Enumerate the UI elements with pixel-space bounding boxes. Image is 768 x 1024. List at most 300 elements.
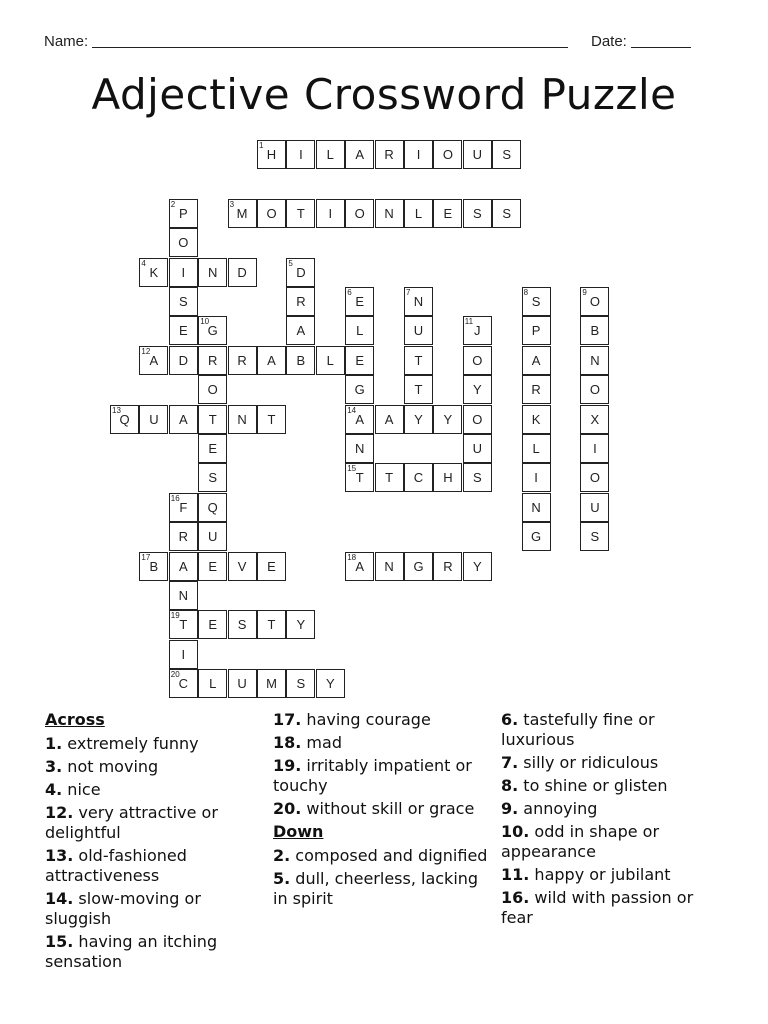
cell-letter: T — [179, 617, 188, 633]
cell-letter: S — [472, 470, 482, 486]
cell-letter: Y — [443, 411, 453, 427]
clue-item-text: happy or jubilant — [529, 865, 671, 884]
cell-letter: E — [208, 558, 218, 574]
grid-cell[interactable] — [169, 522, 198, 551]
cell-letter: B — [296, 352, 306, 368]
cell-letter: O — [472, 352, 483, 368]
cell-letter: S — [502, 147, 512, 162]
section-heading: Across — [45, 710, 105, 729]
clue-number: 16 — [170, 493, 180, 503]
clue-item-text: irritably impatient or touchy — [273, 756, 472, 795]
cell-letter: T — [385, 470, 394, 486]
clue-item — [45, 889, 260, 929]
cell-letter: O — [589, 294, 600, 309]
grid-cell[interactable] — [345, 552, 374, 581]
cell-letter: G — [354, 382, 365, 398]
cell-letter: I — [181, 264, 186, 280]
cell-letter: Y — [472, 382, 482, 398]
grid-cell[interactable] — [580, 434, 609, 463]
grid-cell[interactable] — [463, 140, 492, 169]
cell-letter: K — [149, 264, 159, 280]
grid-cell[interactable] — [169, 346, 198, 375]
cell-letter: P — [178, 205, 188, 221]
clue-item-text: dull, cheerless, lacking in spirit — [273, 869, 479, 908]
clue-item-number: 18. — [273, 733, 302, 752]
cell-letter: R — [207, 352, 218, 368]
clue-item-number: 4. — [45, 780, 63, 799]
cell-letter: O — [178, 235, 189, 251]
cell-letter: R — [443, 558, 453, 574]
grid-cell[interactable] — [198, 522, 227, 551]
cell-letter: U — [149, 411, 159, 427]
clue-number: 8 — [523, 288, 529, 297]
grid-cell[interactable] — [404, 375, 433, 404]
cell-letter: A — [296, 323, 306, 339]
grid-cell[interactable] — [169, 316, 198, 345]
cell-letter: S — [472, 205, 482, 221]
grid-cell[interactable] — [580, 522, 609, 551]
cell-letter: M — [236, 205, 248, 221]
grid-cell[interactable] — [198, 669, 227, 698]
cell-letter: T — [267, 617, 276, 633]
clue-item-number: 20. — [273, 799, 302, 818]
cell-letter: I — [534, 470, 538, 486]
grid-cell[interactable] — [404, 287, 433, 316]
grid-cell[interactable] — [433, 140, 462, 169]
grid-cell[interactable] — [286, 346, 315, 375]
clue-number: 18 — [347, 552, 357, 562]
cell-letter: E — [355, 352, 365, 368]
cell-letter: Y — [296, 617, 306, 633]
grid-cell[interactable] — [375, 199, 404, 228]
clue-item — [501, 799, 726, 819]
grid-cell[interactable] — [228, 610, 257, 639]
cell-letter: D — [237, 264, 247, 280]
grid-cell[interactable] — [169, 552, 198, 581]
grid-cell[interactable] — [198, 493, 227, 522]
cell-letter: S — [178, 294, 188, 309]
grid-cell[interactable] — [169, 493, 198, 522]
grid-cell[interactable] — [463, 405, 492, 434]
grid-cell[interactable] — [522, 463, 551, 492]
cell-letter: E — [208, 441, 218, 456]
grid-cell[interactable] — [375, 405, 404, 434]
grid-cell[interactable] — [198, 258, 227, 287]
grid-cell[interactable] — [433, 463, 462, 492]
cell-letter: K — [531, 411, 541, 427]
grid-cell[interactable] — [286, 258, 315, 287]
grid-cell[interactable] — [404, 140, 433, 169]
grid-cell[interactable] — [404, 552, 433, 581]
clue-item — [273, 846, 488, 866]
cell-letter: I — [181, 646, 186, 662]
clue-item-text: nice — [62, 780, 101, 799]
clue-item — [501, 822, 726, 862]
grid-cell[interactable] — [198, 610, 227, 639]
clue-item-number: 7. — [501, 753, 519, 772]
grid-cell[interactable] — [198, 552, 227, 581]
grid-cell[interactable] — [169, 287, 198, 316]
grid-cell[interactable] — [257, 552, 286, 581]
cell-letter: R — [237, 352, 247, 368]
grid-cell[interactable] — [169, 640, 198, 669]
grid-cell[interactable] — [286, 140, 315, 169]
grid-cell[interactable] — [316, 669, 345, 698]
cell-letter: E — [208, 617, 218, 633]
clue-number: 6 — [347, 288, 352, 297]
clue-item — [501, 753, 726, 773]
clue-item — [273, 733, 488, 753]
clue-item-number: 10. — [501, 822, 530, 841]
grid-cell[interactable] — [522, 405, 551, 434]
grid-cell[interactable] — [345, 199, 374, 228]
grid-cell[interactable] — [286, 316, 315, 345]
grid-cell[interactable] — [110, 405, 139, 434]
grid-cell[interactable] — [433, 405, 462, 434]
clue-item-text: wild with passion or fear — [501, 888, 694, 927]
grid-cell[interactable] — [492, 199, 521, 228]
clue-number: 17 — [141, 552, 151, 562]
cell-letter: S — [502, 205, 512, 221]
clue-item — [501, 865, 726, 885]
cell-letter: N — [384, 558, 394, 574]
cell-letter: T — [414, 352, 423, 368]
clue-number: 15 — [347, 464, 357, 474]
clue-number: 20 — [170, 670, 180, 680]
cell-letter: A — [178, 411, 188, 427]
grid-cell[interactable] — [375, 552, 404, 581]
grid-cell[interactable] — [169, 258, 198, 287]
clue-item-number: 6. — [501, 710, 519, 729]
cell-letter: H — [266, 147, 277, 162]
cell-letter: B — [149, 558, 159, 574]
cell-letter: I — [328, 205, 333, 221]
clue-number: 13 — [112, 405, 121, 415]
cell-letter: O — [472, 411, 483, 427]
grid-cell[interactable] — [404, 316, 433, 345]
grid-cell[interactable] — [345, 316, 374, 345]
grid-cell[interactable] — [580, 405, 609, 434]
grid-cell[interactable] — [286, 669, 315, 698]
cell-letter: D — [296, 264, 306, 280]
clue-item — [45, 757, 260, 777]
clue-item-text: slow-moving or sluggish — [45, 889, 201, 928]
cell-letter: E — [443, 205, 453, 221]
grid-cell[interactable] — [463, 463, 492, 492]
clue-item — [45, 932, 260, 972]
cell-letter: N — [590, 352, 600, 368]
clue-item-number: 14. — [45, 889, 74, 908]
clue-number: 10 — [200, 317, 210, 327]
grid-cell[interactable] — [257, 140, 286, 169]
cell-letter: U — [207, 529, 218, 545]
grid-cell[interactable] — [198, 434, 227, 463]
clue-item-text: to shine or glisten — [518, 776, 668, 795]
grid-cell[interactable] — [198, 316, 227, 345]
grid-cell[interactable] — [345, 463, 374, 492]
grid-cell[interactable] — [463, 316, 492, 345]
grid-cell[interactable] — [522, 316, 551, 345]
clue-item-number: 13. — [45, 846, 74, 865]
cell-letter: B — [590, 323, 600, 339]
section-heading: Down — [273, 822, 324, 841]
clues-column-2 — [273, 710, 488, 912]
cell-letter: J — [474, 323, 481, 339]
cell-letter: R — [531, 382, 541, 398]
cell-letter: G — [531, 529, 542, 545]
grid-cell[interactable] — [433, 199, 462, 228]
clue-item-text: old-fashioned attractiveness — [45, 846, 187, 885]
grid-cell[interactable] — [257, 199, 286, 228]
grid-cell[interactable] — [345, 434, 374, 463]
cell-letter: O — [589, 470, 600, 486]
clue-number: 2 — [170, 199, 176, 209]
clue-item-text: mad — [301, 733, 342, 752]
cell-letter: R — [384, 147, 394, 162]
cell-letter: T — [355, 470, 364, 486]
grid-cell[interactable] — [169, 610, 198, 639]
cell-letter: V — [237, 558, 247, 574]
clue-item-text: not moving — [62, 757, 159, 776]
cell-letter: U — [413, 323, 424, 339]
cell-letter: M — [266, 676, 277, 692]
name-label: Name: — [44, 33, 89, 50]
cell-letter: H — [443, 470, 453, 486]
grid-cell[interactable] — [257, 669, 286, 698]
grid-cell[interactable] — [580, 375, 609, 404]
cell-letter: O — [442, 147, 453, 162]
cell-letter: F — [179, 499, 188, 515]
clue-item-text: very attractive or delightful — [45, 803, 218, 842]
grid-cell[interactable] — [404, 405, 433, 434]
clue-item — [273, 710, 488, 730]
grid-cell[interactable] — [257, 405, 286, 434]
grid-cell[interactable] — [404, 346, 433, 375]
cell-letter: S — [208, 470, 218, 486]
clue-item — [273, 799, 488, 819]
grid-cell[interactable] — [286, 610, 315, 639]
cell-letter: A — [178, 558, 188, 574]
clue-item — [45, 780, 260, 800]
cell-letter: C — [178, 676, 188, 692]
grid-cell[interactable] — [522, 434, 551, 463]
clue-item — [45, 803, 260, 843]
cell-letter: I — [416, 147, 421, 162]
cell-letter: S — [237, 617, 247, 633]
clue-item-text: having courage — [301, 710, 431, 729]
clue-item-text: odd in shape or appearance — [501, 822, 660, 861]
clue-item-text: without skill or grace — [301, 799, 475, 818]
clue-item-number: 9. — [501, 799, 519, 818]
clue-item-number: 15. — [45, 932, 74, 951]
cell-letter: Q — [119, 411, 130, 427]
cell-letter: N — [207, 264, 218, 280]
clue-item-text: extremely funny — [62, 734, 199, 753]
grid-cell[interactable] — [463, 552, 492, 581]
cell-letter: P — [531, 323, 541, 339]
grid-cell[interactable] — [522, 346, 551, 375]
grid-cell[interactable] — [169, 581, 198, 610]
clue-item-number: 2. — [273, 846, 291, 865]
grid-cell[interactable] — [198, 375, 227, 404]
clue-item-number: 11. — [501, 865, 530, 884]
grid-cell[interactable] — [139, 405, 168, 434]
grid-cell[interactable] — [316, 346, 345, 375]
grid-cell[interactable] — [375, 140, 404, 169]
grid-cell[interactable] — [463, 199, 492, 228]
cell-letter: N — [413, 294, 424, 309]
cell-letter: A — [267, 352, 276, 368]
clue-number: 1 — [259, 141, 264, 150]
clue-item-number: 17. — [273, 710, 302, 729]
grid-cell[interactable] — [433, 552, 462, 581]
grid-cell[interactable] — [198, 405, 227, 434]
clue-item-text: composed and dignified — [290, 846, 488, 865]
grid-cell[interactable] — [228, 258, 257, 287]
grid-cell[interactable] — [169, 228, 198, 257]
cell-letter: E — [178, 323, 188, 339]
clue-number: 9 — [582, 288, 587, 297]
cell-letter: L — [356, 323, 364, 339]
grid-cell[interactable] — [169, 199, 198, 228]
cell-letter: D — [178, 352, 188, 368]
grid-cell[interactable] — [345, 375, 374, 404]
grid-cell[interactable] — [169, 669, 198, 698]
grid-cell[interactable] — [580, 346, 609, 375]
grid-cell[interactable] — [580, 316, 609, 345]
grid-cell[interactable] — [404, 199, 433, 228]
clue-number: 19 — [170, 611, 180, 621]
cell-letter: O — [207, 382, 218, 398]
clue-number: 4 — [141, 258, 146, 268]
grid-cell[interactable] — [139, 346, 168, 375]
cell-letter: X — [590, 411, 600, 427]
cell-letter: A — [384, 411, 394, 427]
date-label: Date: — [591, 33, 627, 50]
grid-cell[interactable] — [286, 199, 315, 228]
clue-item-number: 8. — [501, 776, 519, 795]
clue-item-text: silly or ridiculous — [518, 753, 659, 772]
grid-cell[interactable] — [169, 405, 198, 434]
cell-letter: G — [413, 558, 424, 574]
cell-letter: N — [354, 441, 365, 456]
cell-letter: L — [414, 205, 423, 221]
grid-cell[interactable] — [580, 463, 609, 492]
cell-letter: A — [355, 411, 365, 427]
grid-cell[interactable] — [375, 463, 404, 492]
grid-cell[interactable] — [316, 199, 345, 228]
cell-letter: A — [149, 352, 159, 368]
cell-letter: U — [237, 676, 247, 692]
clue-item — [273, 869, 488, 909]
grid-cell[interactable] — [228, 199, 257, 228]
grid-cell[interactable] — [522, 287, 551, 316]
cell-letter: A — [531, 352, 541, 368]
clue-item — [501, 710, 726, 750]
grid-cell[interactable] — [522, 375, 551, 404]
grid-cell[interactable] — [228, 669, 257, 698]
cell-letter: O — [589, 382, 600, 398]
grid-cell[interactable] — [522, 522, 551, 551]
clue-item — [45, 734, 260, 754]
cell-letter: Y — [472, 558, 482, 574]
cell-letter: L — [209, 676, 217, 692]
cell-letter: Y — [414, 411, 423, 427]
grid-cell[interactable] — [580, 493, 609, 522]
clue-item — [501, 888, 726, 928]
cell-letter: A — [355, 147, 365, 162]
clue-number: 3 — [229, 199, 235, 209]
cell-letter: L — [532, 441, 540, 456]
cell-letter: N — [178, 588, 188, 603]
grid-cell[interactable] — [228, 552, 257, 581]
clue-item-text: tastefully fine or luxurious — [501, 710, 655, 749]
cell-letter: T — [414, 382, 423, 398]
grid-cell[interactable] — [463, 375, 492, 404]
cell-letter: Y — [325, 676, 335, 692]
cell-letter: I — [299, 147, 303, 162]
grid-cell[interactable] — [286, 287, 315, 316]
grid-cell[interactable] — [522, 493, 551, 522]
grid-cell[interactable] — [345, 287, 374, 316]
clues-column-1 — [45, 710, 260, 975]
grid-cell[interactable] — [257, 346, 286, 375]
cell-letter: Q — [207, 499, 218, 515]
grid-cell[interactable] — [492, 140, 521, 169]
grid-cell[interactable] — [345, 140, 374, 169]
clue-number: 7 — [406, 288, 411, 297]
cell-letter: R — [178, 529, 188, 545]
grid-cell[interactable] — [404, 463, 433, 492]
grid-cell[interactable] — [316, 140, 345, 169]
cell-letter: A — [355, 558, 365, 574]
grid-cell[interactable] — [198, 463, 227, 492]
clue-item — [45, 846, 260, 886]
grid-cell[interactable] — [228, 346, 257, 375]
clue-item — [273, 756, 488, 796]
grid-cell[interactable] — [198, 346, 227, 375]
page-title: Adjective Crossword Puzzle — [91, 70, 677, 119]
grid-cell[interactable] — [345, 405, 374, 434]
grid-cell[interactable] — [463, 434, 492, 463]
cell-letter: O — [354, 205, 365, 221]
clue-item-number: 3. — [45, 757, 63, 776]
clue-item — [501, 776, 726, 796]
cell-letter: E — [267, 558, 276, 574]
cell-letter: S — [296, 676, 306, 692]
grid-cell[interactable] — [139, 258, 168, 287]
clues-column-3 — [501, 710, 726, 931]
cell-letter: S — [531, 294, 541, 309]
grid-cell[interactable] — [228, 405, 257, 434]
grid-cell[interactable] — [463, 346, 492, 375]
cell-letter: G — [207, 323, 218, 339]
grid-cell[interactable] — [345, 346, 374, 375]
clue-number: 14 — [347, 405, 357, 415]
cell-letter: T — [208, 411, 217, 427]
grid-cell[interactable] — [257, 610, 286, 639]
clue-item-number: 5. — [273, 869, 291, 888]
cell-letter: E — [355, 294, 365, 309]
cell-letter: U — [472, 441, 482, 456]
clue-item-number: 12. — [45, 803, 74, 822]
cell-letter: T — [267, 411, 276, 427]
clue-item-number: 1. — [45, 734, 63, 753]
cell-letter: U — [472, 147, 482, 162]
grid-cell[interactable] — [580, 287, 609, 316]
grid-cell[interactable] — [139, 552, 168, 581]
cell-letter: L — [326, 147, 334, 162]
